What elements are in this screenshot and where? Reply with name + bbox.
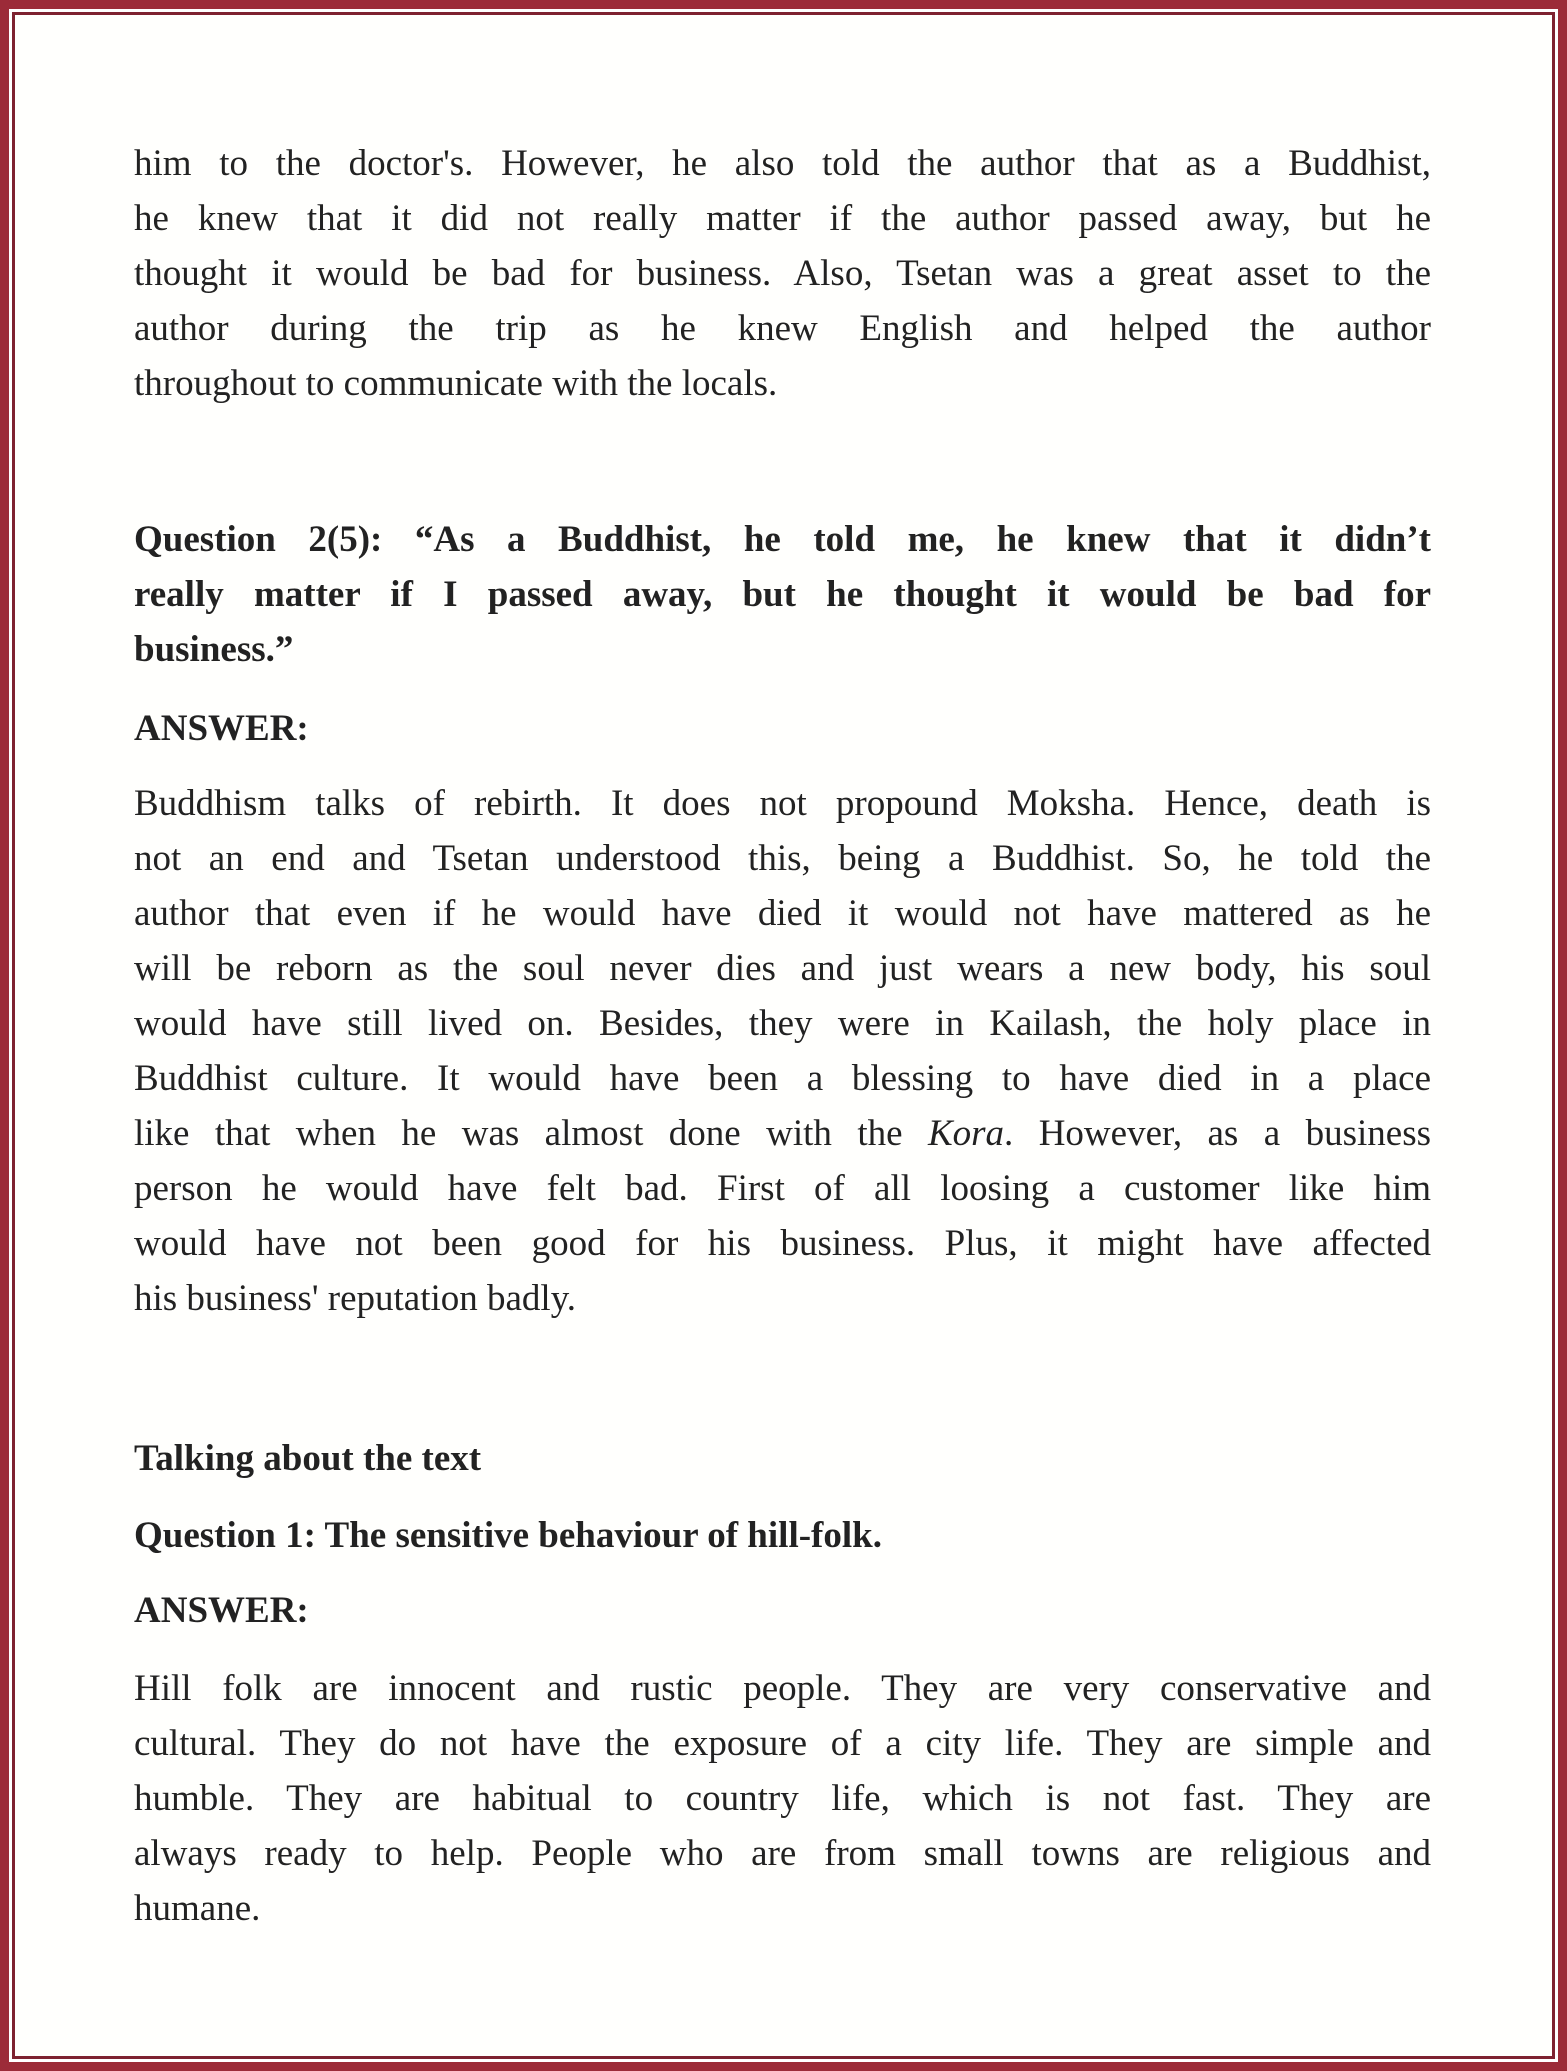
line-text: . However, as a business [1004,1113,1431,1154]
answer-label: ANSWER: [134,708,309,749]
paragraph-line: throughout to communicate with the locals. [134,363,778,404]
section-title: Talking about the text [134,1438,482,1479]
paragraph-line: humane. [134,1888,261,1929]
paragraph-line-with-italic [134,1106,1431,1161]
paragraph-line: his business' reputation badly. [134,1278,577,1319]
question-line: Question 2(5): “As a Buddhist, he told me, he knew that it didn’t [134,519,1431,560]
paragraph-line: humble. They are habitual to country life, which is not fast. They are [134,1778,1431,1819]
paragraph-line: not an end and Tsetan understood this, being a Buddhist. So, he told the [134,838,1431,879]
paragraph-line: always ready to help. People who are from small towns are religious and [134,1833,1431,1874]
paragraph-line: would have still lived on. Besides, they were in Kailash, the holy place in [134,1003,1431,1044]
paragraph-line: he knew that it did not really matter if the author passed away, but he [134,198,1431,239]
answer-2-5-paragraph [134,776,1431,1326]
paragraph-line: him to the doctor's. However, he also told the author that as a Buddhist, [134,143,1431,184]
line-text: like that when he was almost done with the [134,1113,928,1154]
paragraph-line: would have not been good for his business. Plus, it might have affected [134,1223,1431,1264]
italic-term-kora: Kora [927,1113,1005,1154]
paragraph-line: Hill folk are innocent and rustic people. They are very conservative and [134,1668,1431,1709]
question-2-5-heading [134,512,1431,677]
question-line: really matter if I passed away, but he thought it would be bad for [134,574,1431,615]
continuation-paragraph [134,136,1431,411]
question-line: business.” [134,629,294,670]
answer-label: ANSWER: [134,1590,309,1631]
paragraph-line: Buddhism talks of rebirth. It does not propound Moksha. Hence, death is [134,783,1431,824]
question-1-heading: Question 1: The sensitive behaviour of hill-folk. [134,1515,882,1556]
paragraph-line: person he would have felt bad. First of all loosing a customer like him [134,1168,1431,1209]
paragraph-line: cultural. They do not have the exposure of a city life. They are simple and [134,1723,1431,1764]
paragraph-line: Buddhist culture. It would have been a blessing to have died in a place [134,1058,1431,1099]
paragraph-line: author that even if he would have died it would not have mattered as he [134,893,1431,934]
paragraph-line: thought it would be bad for business. Also, Tsetan was a great asset to the [134,253,1431,294]
paragraph-line: author during the trip as he knew English and helped the author [134,308,1431,349]
answer-1-paragraph [134,1661,1431,1936]
paragraph-line: will be reborn as the soul never dies and just wears a new body, his soul [134,948,1431,989]
